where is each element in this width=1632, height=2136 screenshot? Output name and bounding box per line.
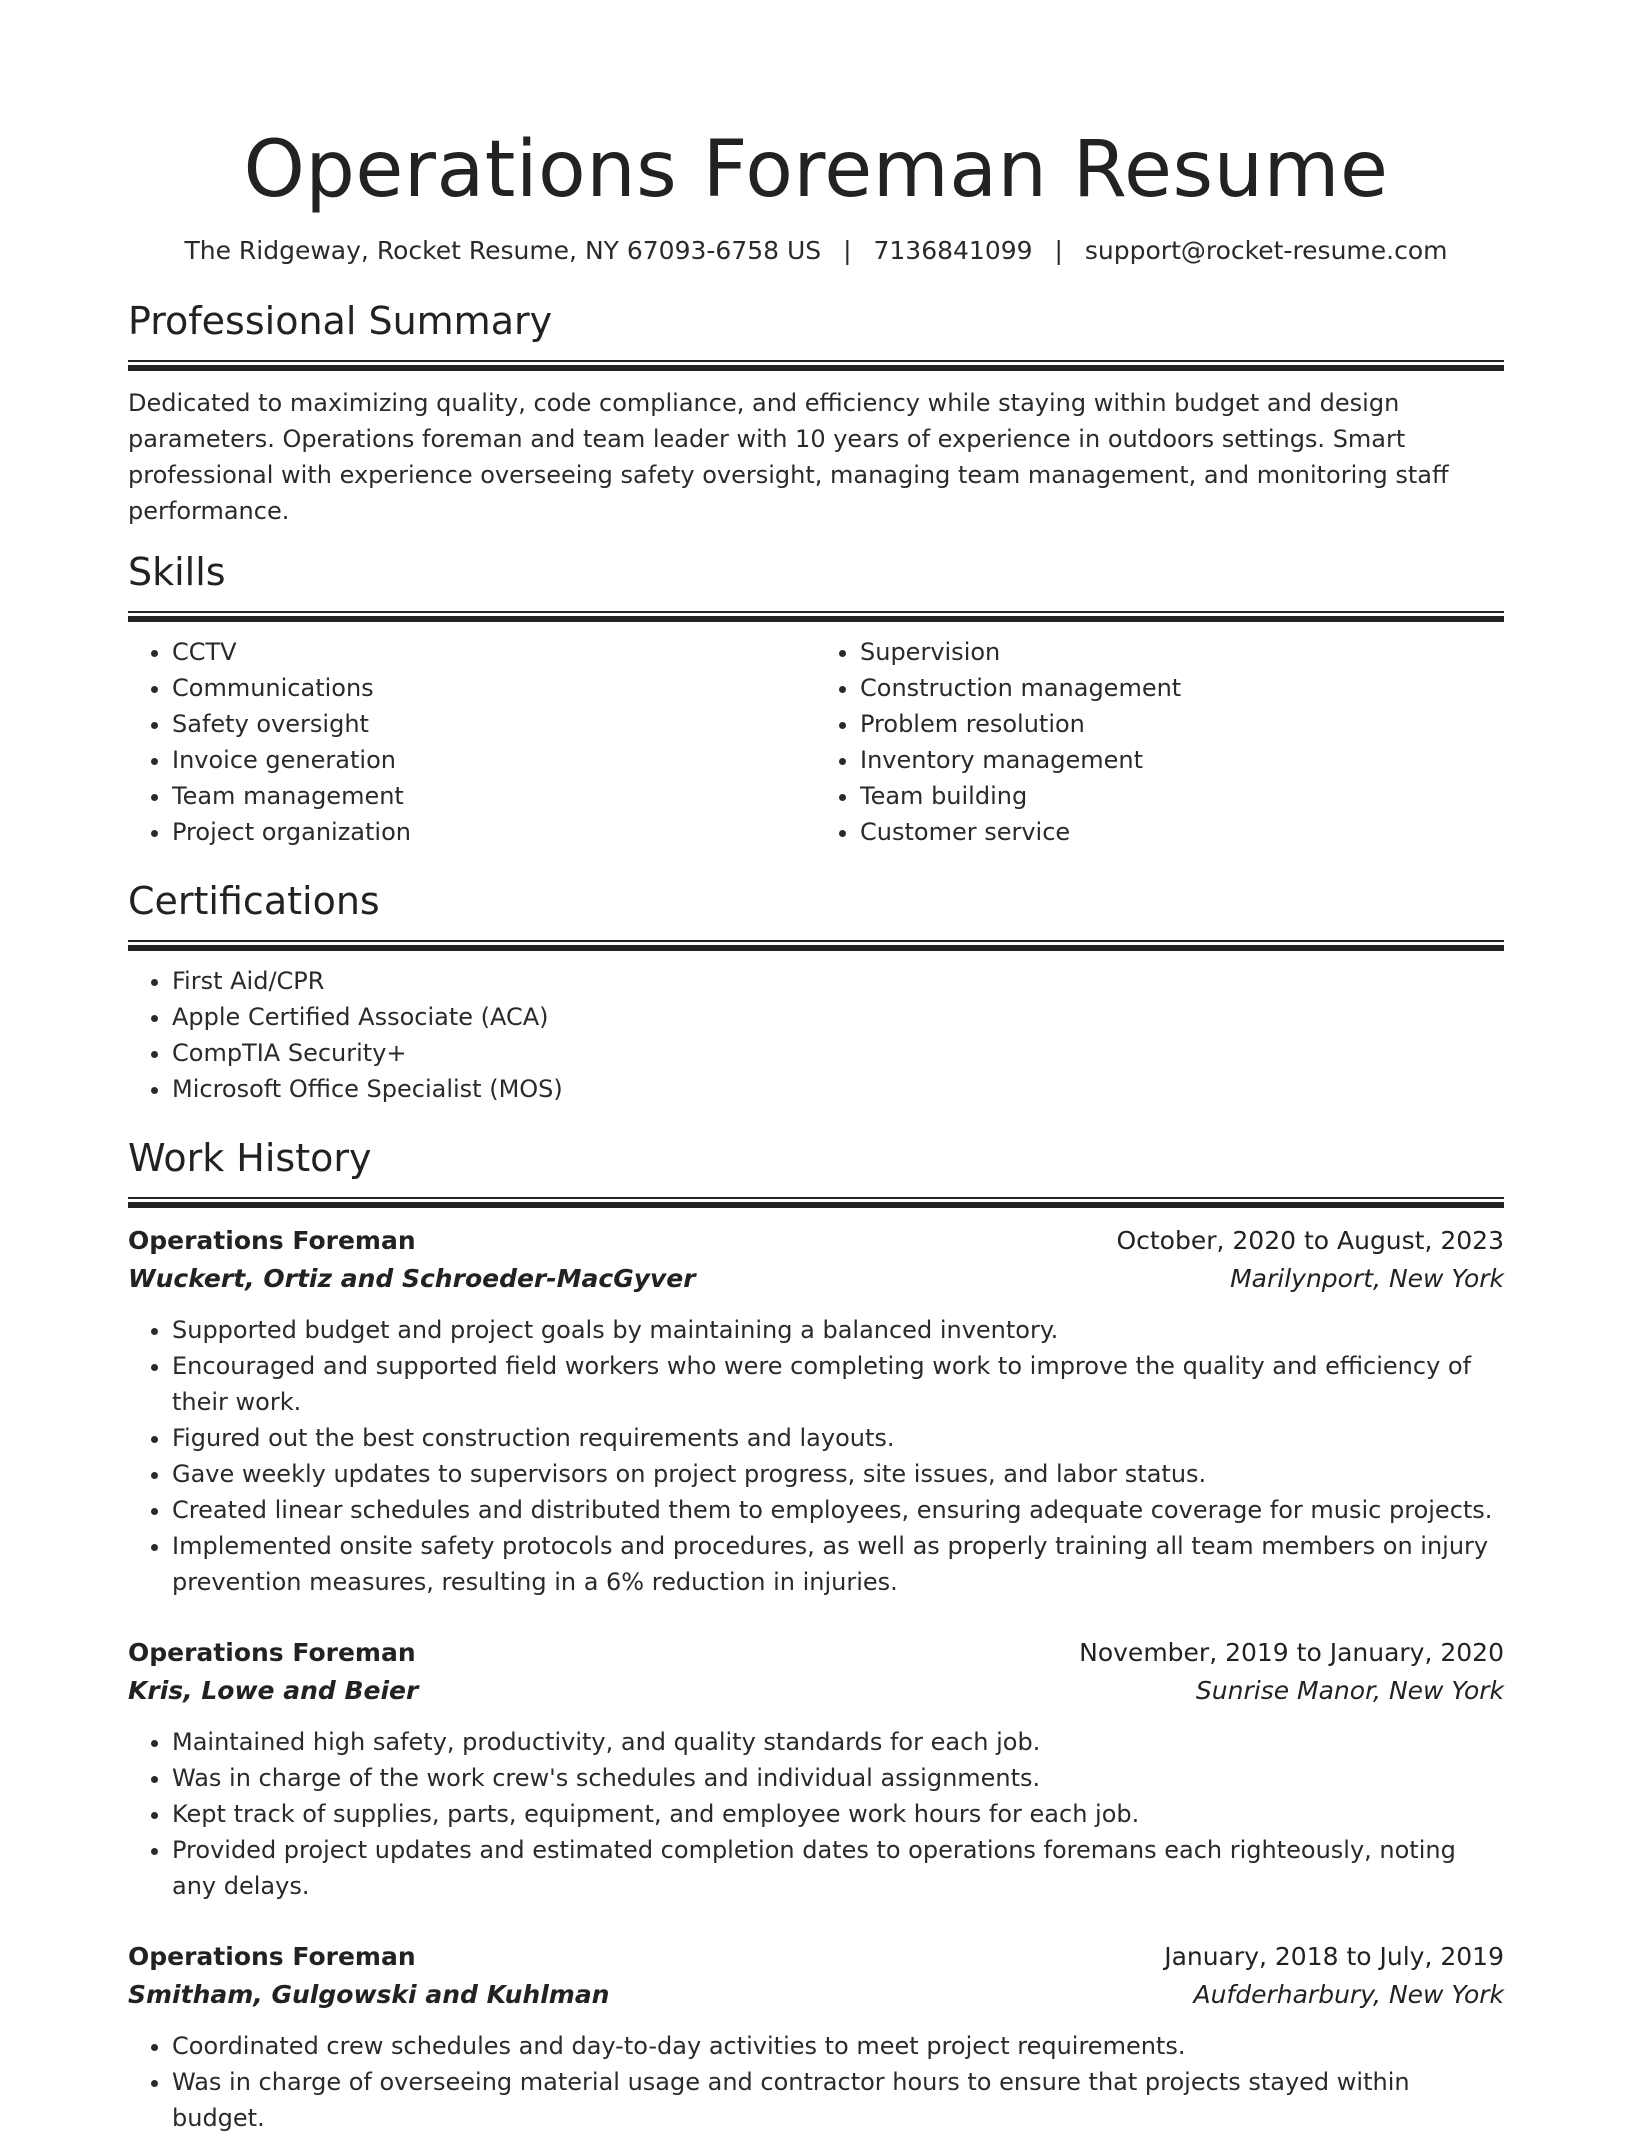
skill-item: • CCTV <box>172 634 816 670</box>
contact-separator: | <box>1054 236 1063 265</box>
certification-item: • Microsoft Office Specialist (MOS) <box>172 1071 1504 1107</box>
skill-item: • Team management <box>172 778 816 814</box>
job-bullet: • Implemented onsite safety protocols and procedures, as well as properly training all team members on injury prevention measures, resulting in a 6% reduction in injuries. <box>172 1528 1504 1600</box>
job-entry <box>128 1938 1504 2136</box>
job-dates: January, 2018 to July, 2019 <box>1164 1942 1504 1971</box>
skills-list-right <box>816 634 1504 850</box>
job-bullet-list <box>128 1724 1504 1904</box>
job-title: Operations Foreman <box>128 1226 416 1255</box>
certification-item: • First Aid/CPR <box>172 963 1504 999</box>
job-bullet: • Maintained high safety, productivity, and quality standards for each job. <box>172 1724 1504 1760</box>
section-divider <box>128 940 1504 951</box>
skill-item: • Communications <box>172 670 816 706</box>
section-divider <box>128 360 1504 371</box>
job-bullet: • Gave weekly updates to supervisors on project progress, site issues, and labor status. <box>172 1456 1504 1492</box>
job-bullet-list <box>128 2028 1504 2136</box>
job-bullet: • Provided project updates and estimated completion dates to operations foremans each righteously, noting any delays. <box>172 1832 1504 1904</box>
job-bullet: • Was in charge of the work crew's schedules and individual assignments. <box>172 1760 1504 1796</box>
job-company: Kris, Lowe and Beier <box>128 1676 419 1705</box>
contact-line <box>128 234 1504 268</box>
section-divider <box>128 1197 1504 1208</box>
summary-text: Dedicated to maximizing quality, code compliance, and efficiency while staying within budget and design parameters. Operations foreman and team leader with 10 years of experience in outdoors settings. Smart professional with experience overseeing safety oversight, managing team management, and monitoring staff performance. <box>128 389 1449 525</box>
skills-section <box>128 549 1504 850</box>
certifications-section <box>128 878 1504 1107</box>
skill-item: • Inventory management <box>860 742 1504 778</box>
job-header <box>128 1634 1504 1672</box>
job-title: Operations Foreman <box>128 1942 416 1971</box>
job-bullet-list <box>128 1312 1504 1600</box>
job-location: Marilynport, New York <box>1230 1264 1504 1293</box>
skills-columns <box>128 634 1504 850</box>
skill-item: • Safety oversight <box>172 706 816 742</box>
section-title-certifications: Certifications <box>128 879 380 923</box>
contact-phone: 7136841099 <box>873 236 1033 265</box>
summary-section <box>128 298 1504 529</box>
job-bullet: • Coordinated crew schedules and day-to-day activities to meet project requirements. <box>172 2028 1504 2064</box>
skill-item: • Invoice generation <box>172 742 816 778</box>
job-bullet: • Created linear schedules and distributed them to employees, ensuring adequate coverage for music projects. <box>172 1492 1504 1528</box>
skill-item: • Customer service <box>860 814 1504 850</box>
work-history-section <box>128 1135 1504 2136</box>
job-company: Wuckert, Ortiz and Schroeder-MacGyver <box>128 1264 696 1293</box>
job-subheader <box>128 1260 1504 1298</box>
job-entry <box>128 1634 1504 1904</box>
job-entry <box>128 1222 1504 1600</box>
skill-item: • Team building <box>860 778 1504 814</box>
certifications-list <box>128 963 1504 1107</box>
job-location: Sunrise Manor, New York <box>1195 1676 1504 1705</box>
skill-item: • Problem resolution <box>860 706 1504 742</box>
job-company: Smitham, Gulgowski and Kuhlman <box>128 1980 610 2009</box>
contact-address: The Ridgeway, Rocket Resume, NY 67093-6758 US <box>184 236 822 265</box>
job-title: Operations Foreman <box>128 1638 416 1667</box>
certification-item: • Apple Certified Associate (ACA) <box>172 999 1504 1035</box>
certification-item: • CompTIA Security+ <box>172 1035 1504 1071</box>
job-header <box>128 1222 1504 1260</box>
contact-email: support@rocket-resume.com <box>1084 236 1448 265</box>
section-divider <box>128 611 1504 622</box>
section-title-summary: Professional Summary <box>128 299 553 343</box>
skill-item: • Construction management <box>860 670 1504 706</box>
skills-list-left <box>128 634 816 850</box>
contact-separator: | <box>843 236 852 265</box>
resume-title: Operations Foreman Resume <box>243 125 1389 215</box>
job-location: Aufderharbury, New York <box>1193 1980 1504 2009</box>
section-title-work-history: Work History <box>128 1136 372 1180</box>
job-dates: October, 2020 to August, 2023 <box>1116 1226 1504 1255</box>
job-bullet: • Kept track of supplies, parts, equipment, and employee work hours for each job. <box>172 1796 1504 1832</box>
job-bullet: • Was in charge of overseeing material usage and contractor hours to ensure that projects stayed within budget. <box>172 2064 1504 2136</box>
job-header <box>128 1938 1504 1976</box>
skill-item: • Supervision <box>860 634 1504 670</box>
job-subheader <box>128 1976 1504 2014</box>
job-bullet: • Supported budget and project goals by maintaining a balanced inventory. <box>172 1312 1504 1348</box>
job-bullet: • Figured out the best construction requirements and layouts. <box>172 1420 1504 1456</box>
job-dates: November, 2019 to January, 2020 <box>1079 1638 1504 1667</box>
job-subheader <box>128 1672 1504 1710</box>
skill-item: • Project organization <box>172 814 816 850</box>
job-bullet: • Encouraged and supported field workers who were completing work to improve the quality and efficiency of their work. <box>172 1348 1504 1420</box>
section-title-skills: Skills <box>128 550 226 594</box>
